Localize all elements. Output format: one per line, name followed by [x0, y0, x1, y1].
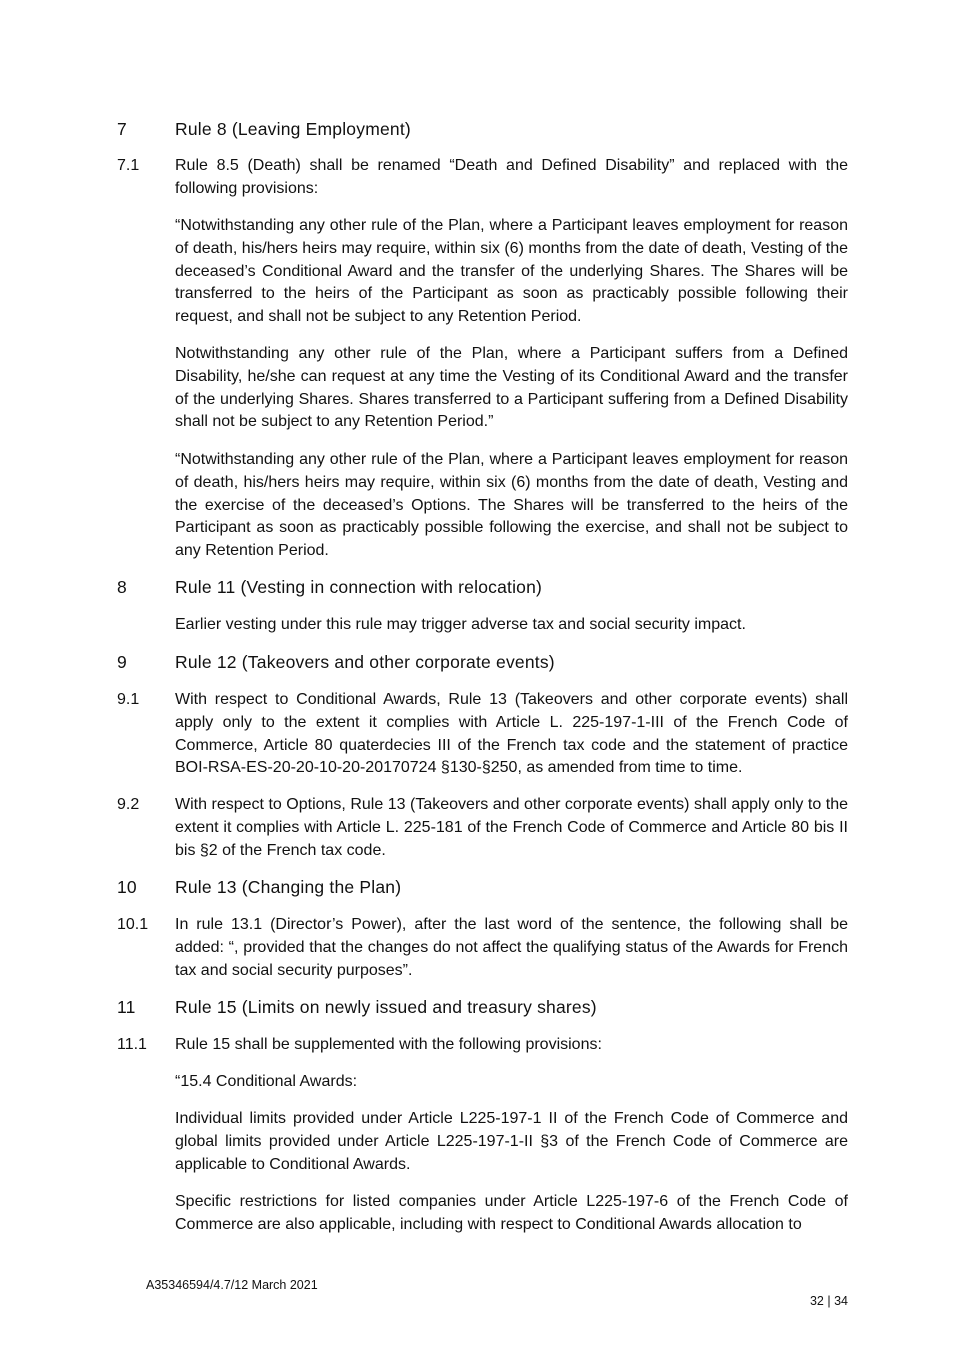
clause-9-2-number: 9.2	[117, 796, 140, 813]
paragraph-specific-restrictions: Specific restrictions for listed companies under Article L225-197-6 of the French Code of Commerce are also applicable, including with respect to Conditional Awards allocation to	[175, 1193, 848, 1233]
quote-paragraph-death-conditional-award: “Notwithstanding any other rule of the Plan, where a Participant leaves employment for reason of death, his/hers heirs may require, within six (6) months from the date of death, Vesting of the deceased’s Conditional Award and the transfer of the underlying Shares. The Shares will be transferred to the heirs of the Participant as soon as practicably possible following their request, and shall not be subject to any Retention Period.	[175, 217, 848, 326]
section-11-number: 11	[117, 997, 136, 1017]
section-9-number: 9	[117, 652, 127, 672]
section-8-heading: Rule 11 (Vesting in connection with relocation)	[175, 577, 543, 597]
sub-heading-conditional-awards: “15.4 Conditional Awards:	[175, 1073, 358, 1090]
section-7-heading: Rule 8 (Leaving Employment)	[175, 119, 411, 139]
section-7-number: 7	[117, 119, 127, 139]
clause-9-2-text: With respect to Options, Rule 13 (Takeovers and other corporate events) shall apply only to the extent it complies with Article L. 225-181 of the French Code of Commerce and Article 80 bis II bis §2 of the French tax code.	[175, 796, 848, 859]
section-10-heading: Rule 13 (Changing the Plan)	[175, 877, 402, 897]
section-8-number: 8	[117, 577, 127, 597]
clause-9-1-text: With respect to Conditional Awards, Rule 13 (Takeovers and other corporate events) shall apply only to the extent it complies with Article L. 225-197-1-III of the French Code of Commerce, Article 80 quaterdecies III of the French tax code and the statement of practice BOI-RSA-ES-20-20-10-20-20170724 §130-§250, as amended from time to time.	[175, 691, 848, 777]
section-9-heading: Rule 12 (Takeovers and other corporate events)	[175, 652, 555, 672]
quote-paragraph-defined-disability: Notwithstanding any other rule of the Plan, where a Participant suffers from a Defined Disability, he/she can request at any time the Vesting of its Conditional Award and the transfer of the underlying Shares. Shares transferred to a Participant suffering from a Defined Disability shall not be subject to any Retention Period.”	[175, 345, 848, 431]
section-11-heading: Rule 15 (Limits on newly issued and treasury shares)	[175, 997, 597, 1017]
clause-7-1-text: Rule 8.5 (Death) shall be renamed “Death and Defined Disability” and replaced with the following provisions:	[175, 157, 848, 197]
quote-paragraph-death-options: “Notwithstanding any other rule of the Plan, where a Participant leaves employment for reason of death, his/hers heirs may require, within six (6) months from the date of death, Vesting and the exercise of the deceased’s Options. The Shares will be transferred to the heirs of the Participant as soon as practicably possible following the exercise, and shall not be subject to any Retention Period.	[175, 451, 848, 560]
clause-11-1-number: 11.1	[117, 1036, 147, 1053]
clause-10-1-number: 10.1	[117, 916, 149, 933]
paragraph-individual-limits: Individual limits provided under Article L225-197-1 II of the French Code of Commerce and global limits provided under Article L225-197-1-II §3 of the French Code of Commerce are applicable to Conditional Awards.	[175, 1110, 848, 1173]
clause-9-1-number: 9.1	[117, 691, 140, 708]
clause-7-1-number: 7.1	[117, 157, 140, 174]
clause-10-1-text: In rule 13.1 (Director’s Power), after the last word of the sentence, the following shall be added: “, provided that the changes do not affect the qualifying status of the Awards for French tax and social security purposes”.	[175, 916, 848, 979]
document-reference: A35346594/4.7/12 March 2021	[146, 1278, 318, 1292]
clause-11-1-text: Rule 15 shall be supplemented with the following provisions:	[175, 1036, 602, 1053]
section-8-text: Earlier vesting under this rule may trigger adverse tax and social security impact.	[175, 616, 746, 633]
page-number: 32 | 34	[809, 1294, 848, 1308]
section-10-number: 10	[117, 877, 137, 897]
